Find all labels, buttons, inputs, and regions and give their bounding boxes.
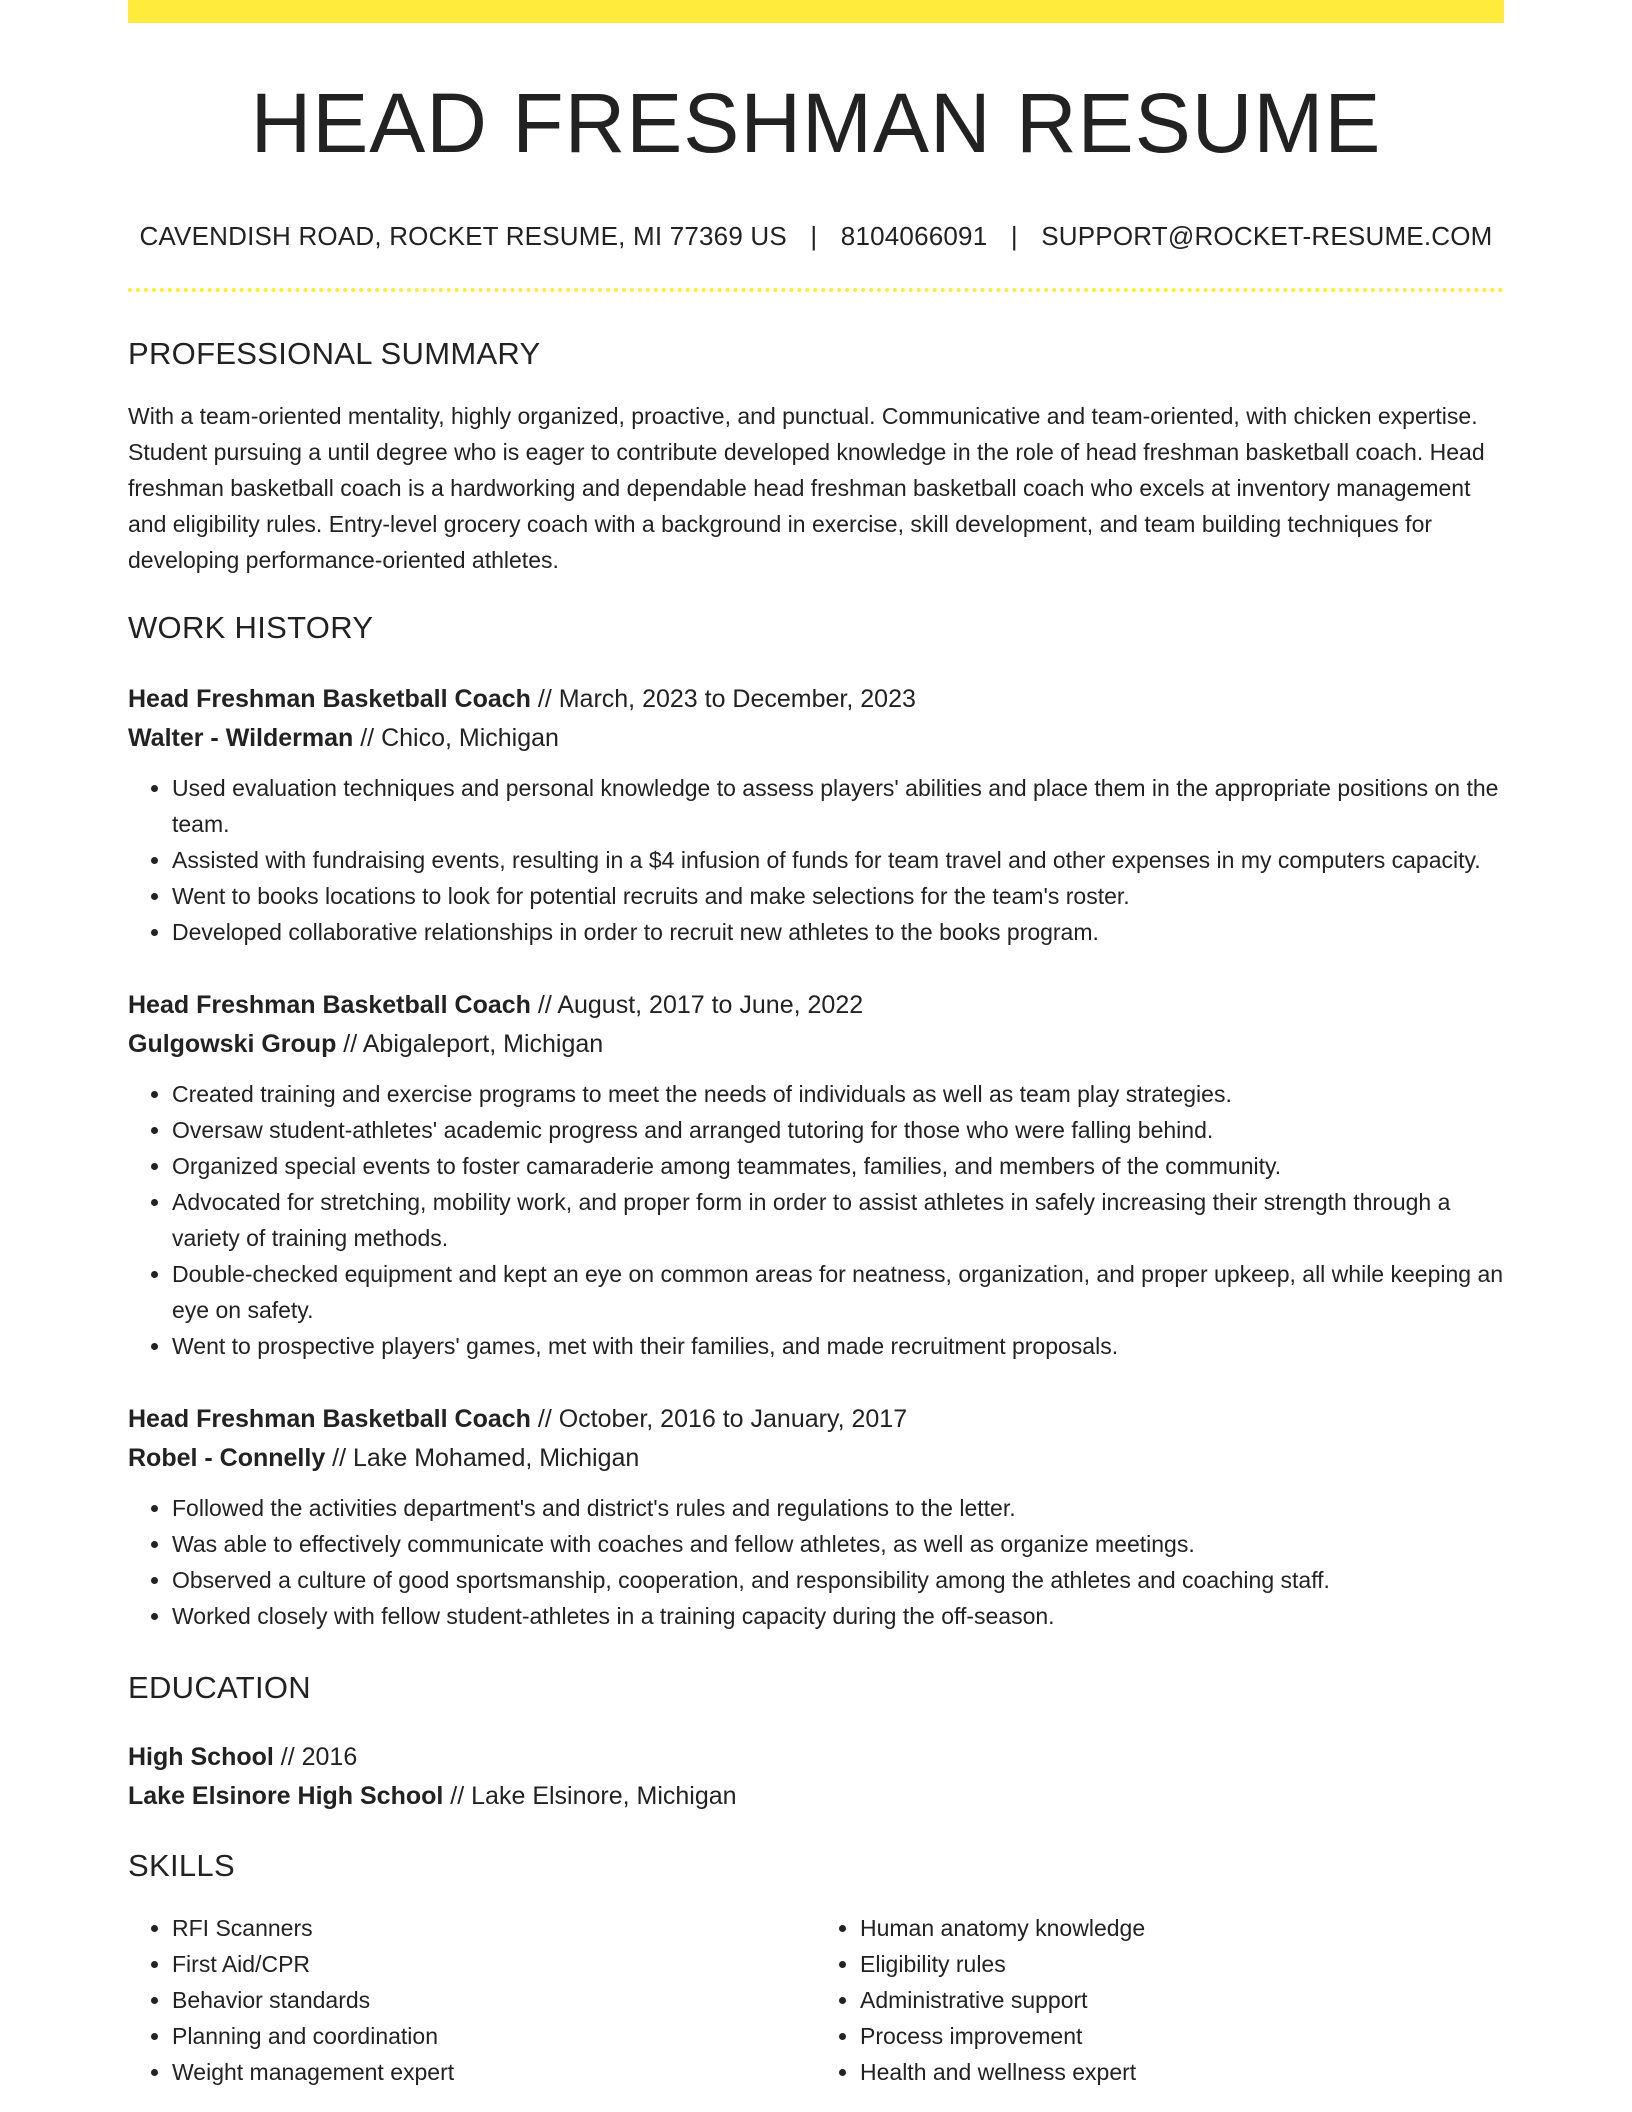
job-bullet: • Followed the activities department's and district's rules and regulations to the letter. xyxy=(172,1490,1504,1526)
job-entry xyxy=(128,986,1504,1364)
job-title: Head Freshman Basketball Coach xyxy=(128,1405,531,1434)
job-bullet: • Was able to effectively communicate with coaches and fellow athletes, as well as organize meetings. xyxy=(172,1526,1504,1562)
field-separator: // xyxy=(273,1743,302,1772)
education-degree: High School xyxy=(128,1743,274,1772)
job-bullet-list xyxy=(128,1490,1504,1634)
job-entry xyxy=(128,1400,1504,1634)
field-separator: // xyxy=(325,1444,354,1473)
job-company: Gulgowski Group xyxy=(128,1030,337,1059)
job-bullet: • Double-checked equipment and kept an eye on common areas for neatness, organization, and proper upkeep, all while keeping an eye on safety. xyxy=(172,1256,1504,1328)
field-separator: // xyxy=(530,991,558,1020)
job-dates: October, 2016 to January, 2017 xyxy=(558,1405,908,1434)
education-year: 2016 xyxy=(301,1743,358,1772)
job-company-line xyxy=(128,1439,1504,1478)
job-bullet: • Developed collaborative relationships in order to recruit new athletes to the books program. xyxy=(172,914,1504,950)
job-location: Chico, Michigan xyxy=(381,724,559,753)
job-bullet: • Went to books locations to look for potential recruits and make selections for the team's roster. xyxy=(172,878,1504,914)
job-dates: August, 2017 to June, 2022 xyxy=(557,991,864,1020)
field-separator: // xyxy=(530,685,559,714)
field-separator: // xyxy=(530,1405,559,1434)
education-school-line xyxy=(128,1777,1504,1816)
skill-item: • First Aid/CPR xyxy=(172,1946,816,1982)
skills-heading: SKILLS xyxy=(128,1848,235,1884)
job-bullet-list xyxy=(128,770,1504,950)
education-school: Lake Elsinore High School xyxy=(128,1782,444,1811)
skill-item: • Weight management expert xyxy=(172,2054,816,2090)
dotted-divider xyxy=(128,288,1504,292)
education-location: Lake Elsinore, Michigan xyxy=(471,1782,737,1811)
education-heading: EDUCATION xyxy=(128,1670,311,1706)
job-title-line xyxy=(128,1400,1504,1439)
job-company-line xyxy=(128,1025,1504,1064)
contact-line xyxy=(128,221,1504,252)
skill-item: • Behavior standards xyxy=(172,1982,816,2018)
field-separator: // xyxy=(353,724,382,753)
job-bullet: • Observed a culture of good sportsmanship, cooperation, and responsibility among the athletes and coaching staff. xyxy=(172,1562,1504,1598)
education-entry xyxy=(128,1738,1504,1816)
skills-list-right xyxy=(816,1910,1504,2090)
top-accent-bar xyxy=(128,0,1504,23)
job-company-line xyxy=(128,719,1504,758)
education-degree-line xyxy=(128,1738,1504,1777)
field-separator: // xyxy=(336,1030,363,1059)
work-history-heading: WORK HISTORY xyxy=(128,610,374,646)
summary-heading: PROFESSIONAL SUMMARY xyxy=(128,336,541,372)
job-location: Lake Mohamed, Michigan xyxy=(353,1444,640,1473)
job-title: Head Freshman Basketball Coach xyxy=(128,685,531,714)
job-bullet: • Went to prospective players' games, met with their families, and made recruitment proposals. xyxy=(172,1328,1504,1364)
contact-address: CAVENDISH ROAD, ROCKET RESUME, MI 77369 US xyxy=(139,221,787,252)
field-separator: // xyxy=(443,1782,472,1811)
job-bullet: • Worked closely with fellow student-athletes in a training capacity during the off-season. xyxy=(172,1598,1504,1634)
job-company: Robel - Connelly xyxy=(128,1444,326,1473)
job-entry xyxy=(128,680,1504,950)
resume-title: HEAD FRESHMAN RESUME xyxy=(250,76,1382,170)
job-bullet: • Oversaw student-athletes' academic progress and arranged tutoring for those who were falling behind. xyxy=(172,1112,1504,1148)
skill-item: • Eligibility rules xyxy=(860,1946,1504,1982)
job-title-line xyxy=(128,986,1504,1025)
job-bullet: • Advocated for stretching, mobility work, and proper form in order to assist athletes in safely increasing their strength through a variety of training methods. xyxy=(172,1184,1504,1256)
job-dates: March, 2023 to December, 2023 xyxy=(558,685,916,714)
contact-separator: | xyxy=(1010,221,1018,252)
job-bullet: • Assisted with fundraising events, resulting in a $4 infusion of funds for team travel and other expenses in my computers capacity. xyxy=(172,842,1504,878)
skills-list-left xyxy=(128,1910,816,2090)
skill-item: • Administrative support xyxy=(860,1982,1504,2018)
skills-columns xyxy=(128,1910,1504,2090)
resume-page xyxy=(128,0,1504,2090)
job-company: Walter - Wilderman xyxy=(128,724,354,753)
skill-item: • Human anatomy knowledge xyxy=(860,1910,1504,1946)
contact-separator: | xyxy=(810,221,818,252)
skill-item: • Health and wellness expert xyxy=(860,2054,1504,2090)
job-title-line xyxy=(128,680,1504,719)
job-bullet: • Organized special events to foster camaraderie among teammates, families, and members of the community. xyxy=(172,1148,1504,1184)
skill-item: • Planning and coordination xyxy=(172,2018,816,2054)
contact-email: SUPPORT@ROCKET-RESUME.COM xyxy=(1041,221,1493,252)
job-bullet: • Used evaluation techniques and personal knowledge to assess players' abilities and place them in the appropriate positions on the team. xyxy=(172,770,1504,842)
skill-item: • RFI Scanners xyxy=(172,1910,816,1946)
summary-text: With a team-oriented mentality, highly organized, proactive, and punctual. Communicative and team-oriented, with chicken expertise. Student pursuing a until degree who is eager to contribute developed knowledge in the role of head freshman basketball coach. Head freshman basketball coach is a hardworking and dependable head freshman basketball coach who excels at inventory management and eligibility rules. Entry-level grocery coach with a background in exercise, skill development, and team building techniques for developing performance-oriented athletes. xyxy=(128,403,1485,574)
job-location: Abigaleport, Michigan xyxy=(362,1030,604,1059)
job-bullet: • Created training and exercise programs to meet the needs of individuals as well as team play strategies. xyxy=(172,1076,1504,1112)
job-title: Head Freshman Basketball Coach xyxy=(128,991,531,1020)
skill-item: • Process improvement xyxy=(860,2018,1504,2054)
work-history-list xyxy=(128,680,1504,1634)
contact-phone: 8104066091 xyxy=(840,221,988,252)
job-bullet-list xyxy=(128,1076,1504,1364)
